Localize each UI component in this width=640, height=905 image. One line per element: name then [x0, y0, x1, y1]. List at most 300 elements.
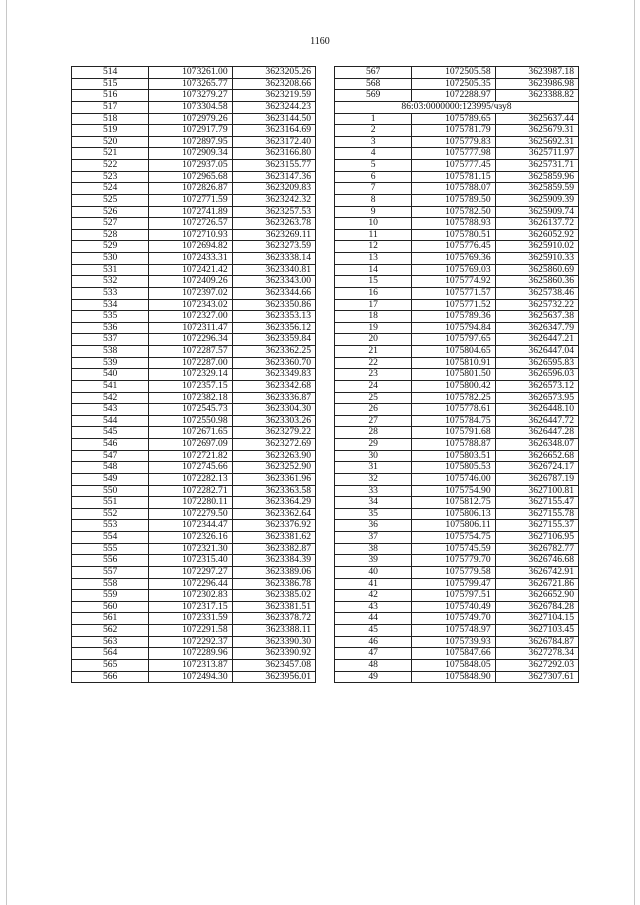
table-row: [335, 253, 579, 265]
x-coordinate-cell: 1075779.83: [412, 136, 495, 148]
point-number-cell: 563: [72, 636, 149, 648]
x-coordinate-cell: 1073279.27: [149, 90, 232, 102]
y-coordinate-cell: 3623272.69: [232, 439, 315, 451]
table-row: [72, 532, 316, 544]
point-number-cell: 29: [335, 439, 412, 451]
table-row: [72, 439, 316, 451]
y-coordinate-cell: 3627292.03: [495, 659, 578, 671]
x-coordinate-cell: 1075778.61: [412, 404, 495, 416]
point-number-cell: 547: [72, 450, 149, 462]
y-coordinate-cell: 3623389.06: [232, 566, 315, 578]
x-coordinate-cell: 1072343.02: [149, 299, 232, 311]
table-row: [72, 148, 316, 160]
y-coordinate-cell: 3623166.80: [232, 148, 315, 160]
y-coordinate-cell: 3626784.87: [495, 636, 578, 648]
x-coordinate-cell: 1075779.58: [412, 566, 495, 578]
table-row: [335, 322, 579, 334]
x-coordinate-cell: 1072505.58: [412, 67, 495, 79]
table-row: [335, 218, 579, 230]
table-row: [72, 508, 316, 520]
x-coordinate-cell: 1072296.44: [149, 578, 232, 590]
table-row: [72, 206, 316, 218]
y-coordinate-cell: 3626782.77: [495, 543, 578, 555]
y-coordinate-cell: 3623349.83: [232, 369, 315, 381]
point-number-cell: 528: [72, 229, 149, 241]
table-row: [335, 497, 579, 509]
table-row: [335, 520, 579, 532]
table-row: [335, 183, 579, 195]
table-row: [335, 357, 579, 369]
x-coordinate-cell: 1072897.95: [149, 136, 232, 148]
x-coordinate-cell: 1072550.98: [149, 415, 232, 427]
x-coordinate-cell: 1075776.45: [412, 241, 495, 253]
table-row: [72, 229, 316, 241]
point-number-cell: 7: [335, 183, 412, 195]
table-row: [335, 450, 579, 462]
table-row: [72, 671, 316, 683]
table-row: [335, 311, 579, 323]
y-coordinate-cell: 3626447.21: [495, 334, 578, 346]
y-coordinate-cell: 3626787.19: [495, 473, 578, 485]
y-coordinate-cell: 3623252.90: [232, 462, 315, 474]
table-row: [72, 601, 316, 613]
x-coordinate-cell: 1072826.87: [149, 183, 232, 195]
x-coordinate-cell: 1075800.42: [412, 380, 495, 392]
y-coordinate-cell: 3623388.11: [232, 625, 315, 637]
table-row: [72, 194, 316, 206]
x-coordinate-cell: 1073304.58: [149, 101, 232, 113]
table-row: [72, 636, 316, 648]
table-row: [72, 369, 316, 381]
y-coordinate-cell: 3625732.22: [495, 299, 578, 311]
point-number-cell: 37: [335, 532, 412, 544]
point-number-cell: 556: [72, 555, 149, 567]
x-coordinate-cell: 1072494.30: [149, 671, 232, 683]
y-coordinate-cell: 3626137.72: [495, 218, 578, 230]
x-coordinate-cell: 1075739.93: [412, 636, 495, 648]
y-coordinate-cell: 3625859.59: [495, 183, 578, 195]
x-coordinate-cell: 1075746.00: [412, 473, 495, 485]
x-coordinate-cell: 1072771.59: [149, 194, 232, 206]
point-number-cell: 514: [72, 67, 149, 79]
point-number-cell: 48: [335, 659, 412, 671]
y-coordinate-cell: 3623344.66: [232, 287, 315, 299]
table-row: [72, 404, 316, 416]
y-coordinate-cell: 3623172.40: [232, 136, 315, 148]
point-number-cell: 523: [72, 171, 149, 183]
x-coordinate-cell: 1075788.93: [412, 218, 495, 230]
y-coordinate-cell: 3625679.31: [495, 125, 578, 137]
x-coordinate-cell: 1072297.27: [149, 566, 232, 578]
table-row: [335, 566, 579, 578]
x-coordinate-cell: 1072279.50: [149, 508, 232, 520]
table-row: [72, 485, 316, 497]
point-number-cell: 545: [72, 427, 149, 439]
table-row: [72, 183, 316, 195]
point-number-cell: 44: [335, 613, 412, 625]
x-coordinate-cell: 1072357.15: [149, 380, 232, 392]
point-number-cell: 36: [335, 520, 412, 532]
point-number-cell: 49: [335, 671, 412, 683]
point-number-cell: 17: [335, 299, 412, 311]
point-number-cell: 568: [335, 78, 412, 90]
cadastral-section-label: 86:03:0000000:123995/чзу8: [335, 101, 579, 113]
point-number-cell: 544: [72, 415, 149, 427]
table-row: [335, 287, 579, 299]
x-coordinate-cell: 1075794.84: [412, 322, 495, 334]
table-row: [72, 543, 316, 555]
table-row: [335, 67, 579, 79]
table-row: [72, 625, 316, 637]
point-number-cell: 562: [72, 625, 149, 637]
y-coordinate-cell: 3625910.02: [495, 241, 578, 253]
x-coordinate-cell: 1072313.87: [149, 659, 232, 671]
x-coordinate-cell: 1075812.75: [412, 497, 495, 509]
table-row: [335, 160, 579, 172]
table-row: [72, 357, 316, 369]
table-row: [335, 404, 579, 416]
y-coordinate-cell: 3627103.45: [495, 625, 578, 637]
table-row: [335, 90, 579, 102]
table-row: [335, 380, 579, 392]
x-coordinate-cell: 1075771.52: [412, 299, 495, 311]
y-coordinate-cell: 3623336.87: [232, 392, 315, 404]
y-coordinate-cell: 3623242.32: [232, 194, 315, 206]
point-number-cell: 569: [335, 90, 412, 102]
point-number-cell: 40: [335, 566, 412, 578]
x-coordinate-cell: 1075748.97: [412, 625, 495, 637]
y-coordinate-cell: 3623208.66: [232, 78, 315, 90]
table-row: [335, 392, 579, 404]
point-number-cell: 3: [335, 136, 412, 148]
x-coordinate-cell: 1075789.36: [412, 311, 495, 323]
y-coordinate-cell: 3623384.39: [232, 555, 315, 567]
point-number-cell: 527: [72, 218, 149, 230]
x-coordinate-cell: 1075847.66: [412, 648, 495, 660]
table-row: [72, 520, 316, 532]
x-coordinate-cell: 1075774.92: [412, 276, 495, 288]
point-number-cell: 536: [72, 322, 149, 334]
x-coordinate-cell: 1075797.65: [412, 334, 495, 346]
x-coordinate-cell: 1073261.00: [149, 67, 232, 79]
x-coordinate-cell: 1075797.51: [412, 590, 495, 602]
x-coordinate-cell: 1072909.34: [149, 148, 232, 160]
table-row: [335, 148, 579, 160]
y-coordinate-cell: 3623381.62: [232, 532, 315, 544]
y-coordinate-cell: 3623340.81: [232, 264, 315, 276]
table-row: [335, 229, 579, 241]
y-coordinate-cell: 3626652.90: [495, 590, 578, 602]
table-row: [72, 590, 316, 602]
y-coordinate-cell: 3623359.84: [232, 334, 315, 346]
point-number-cell: 41: [335, 578, 412, 590]
x-coordinate-cell: 1075801.50: [412, 369, 495, 381]
table-row: [72, 497, 316, 509]
point-number-cell: 525: [72, 194, 149, 206]
table-row: [72, 659, 316, 671]
table-row: [72, 113, 316, 125]
x-coordinate-cell: 1075754.90: [412, 485, 495, 497]
point-number-cell: 9: [335, 206, 412, 218]
point-number-cell: 15: [335, 276, 412, 288]
table-row: [72, 613, 316, 625]
y-coordinate-cell: 3623269.11: [232, 229, 315, 241]
y-coordinate-cell: 3623205.26: [232, 67, 315, 79]
y-coordinate-cell: 3623279.22: [232, 427, 315, 439]
x-coordinate-cell: 1072296.34: [149, 334, 232, 346]
y-coordinate-cell: 3623303.26: [232, 415, 315, 427]
y-coordinate-cell: 3627100.81: [495, 485, 578, 497]
point-number-cell: 559: [72, 590, 149, 602]
y-coordinate-cell: 3623382.87: [232, 543, 315, 555]
scan-edge-left: [6, 0, 7, 905]
point-number-cell: 16: [335, 287, 412, 299]
point-number-cell: 551: [72, 497, 149, 509]
x-coordinate-cell: 1072311.47: [149, 322, 232, 334]
y-coordinate-cell: 3626746.68: [495, 555, 578, 567]
x-coordinate-cell: 1072721.82: [149, 450, 232, 462]
table-row: [335, 613, 579, 625]
point-number-cell: 567: [335, 67, 412, 79]
x-coordinate-cell: 1075769.36: [412, 253, 495, 265]
x-coordinate-cell: 1072344.47: [149, 520, 232, 532]
y-coordinate-cell: 3626595.83: [495, 357, 578, 369]
table-row: [72, 67, 316, 79]
y-coordinate-cell: 3626447.04: [495, 346, 578, 358]
x-coordinate-cell: 1075848.05: [412, 659, 495, 671]
x-coordinate-cell: 1075740.49: [412, 601, 495, 613]
point-number-cell: 519: [72, 125, 149, 137]
point-number-cell: 32: [335, 473, 412, 485]
table-row: [72, 171, 316, 183]
y-coordinate-cell: 3627155.78: [495, 508, 578, 520]
y-coordinate-cell: 3623147.36: [232, 171, 315, 183]
table-row: [72, 125, 316, 137]
table-row: [72, 346, 316, 358]
y-coordinate-cell: 3623390.92: [232, 648, 315, 660]
table-row: [335, 136, 579, 148]
table-row: [72, 555, 316, 567]
x-coordinate-cell: 1075806.11: [412, 520, 495, 532]
x-coordinate-cell: 1072280.11: [149, 497, 232, 509]
x-coordinate-cell: 1072302.83: [149, 590, 232, 602]
table-row: [335, 334, 579, 346]
point-number-cell: 12: [335, 241, 412, 253]
point-number-cell: 1: [335, 113, 412, 125]
point-number-cell: 517: [72, 101, 149, 113]
point-number-cell: 45: [335, 625, 412, 637]
point-number-cell: 560: [72, 601, 149, 613]
x-coordinate-cell: 1072694.82: [149, 241, 232, 253]
point-number-cell: 30: [335, 450, 412, 462]
point-number-cell: 554: [72, 532, 149, 544]
table-row: [72, 299, 316, 311]
y-coordinate-cell: 3627155.47: [495, 497, 578, 509]
table-row: [72, 101, 316, 113]
table-row: [72, 218, 316, 230]
point-number-cell: 23: [335, 369, 412, 381]
point-number-cell: 541: [72, 380, 149, 392]
table-row: [72, 462, 316, 474]
y-coordinate-cell: 3627104.15: [495, 613, 578, 625]
y-coordinate-cell: 3627155.37: [495, 520, 578, 532]
x-coordinate-cell: 1075769.03: [412, 264, 495, 276]
point-number-cell: 25: [335, 392, 412, 404]
y-coordinate-cell: 3623356.12: [232, 322, 315, 334]
x-coordinate-cell: 1075803.51: [412, 450, 495, 462]
table-row: [335, 206, 579, 218]
x-coordinate-cell: 1072697.09: [149, 439, 232, 451]
table-row: [72, 136, 316, 148]
point-number-cell: 555: [72, 543, 149, 555]
y-coordinate-cell: 3625860.36: [495, 276, 578, 288]
table-row: [335, 415, 579, 427]
point-number-cell: 526: [72, 206, 149, 218]
x-coordinate-cell: 1075806.13: [412, 508, 495, 520]
y-coordinate-cell: 3623360.70: [232, 357, 315, 369]
point-number-cell: 13: [335, 253, 412, 265]
y-coordinate-cell: 3623209.83: [232, 183, 315, 195]
point-number-cell: 524: [72, 183, 149, 195]
point-number-cell: 564: [72, 648, 149, 660]
x-coordinate-cell: 1075810.91: [412, 357, 495, 369]
point-number-cell: 22: [335, 357, 412, 369]
y-coordinate-cell: 3623364.29: [232, 497, 315, 509]
point-number-cell: 39: [335, 555, 412, 567]
y-coordinate-cell: 3623385.02: [232, 590, 315, 602]
y-coordinate-cell: 3623263.90: [232, 450, 315, 462]
table-row: [335, 590, 579, 602]
x-coordinate-cell: 1073265.77: [149, 78, 232, 90]
y-coordinate-cell: 3623362.25: [232, 346, 315, 358]
table-row: [72, 450, 316, 462]
x-coordinate-cell: 1072917.79: [149, 125, 232, 137]
table-row: [335, 171, 579, 183]
x-coordinate-cell: 1075777.45: [412, 160, 495, 172]
point-number-cell: 552: [72, 508, 149, 520]
table-row: [335, 125, 579, 137]
y-coordinate-cell: 3626573.12: [495, 380, 578, 392]
point-number-cell: 520: [72, 136, 149, 148]
x-coordinate-cell: 1075804.65: [412, 346, 495, 358]
point-number-cell: 19: [335, 322, 412, 334]
x-coordinate-cell: 1075784.75: [412, 415, 495, 427]
y-coordinate-cell: 3626052.92: [495, 229, 578, 241]
coordinates-table-right: [334, 66, 579, 683]
y-coordinate-cell: 3626447.72: [495, 415, 578, 427]
table-row: [72, 276, 316, 288]
y-coordinate-cell: 3626724.17: [495, 462, 578, 474]
y-coordinate-cell: 3626652.68: [495, 450, 578, 462]
y-coordinate-cell: 3625860.69: [495, 264, 578, 276]
y-coordinate-cell: 3626784.28: [495, 601, 578, 613]
table-row: [72, 648, 316, 660]
point-number-cell: 565: [72, 659, 149, 671]
y-coordinate-cell: 3623343.00: [232, 276, 315, 288]
x-coordinate-cell: 1075791.68: [412, 427, 495, 439]
y-coordinate-cell: 3627307.61: [495, 671, 578, 683]
x-coordinate-cell: 1072289.96: [149, 648, 232, 660]
point-number-cell: 20: [335, 334, 412, 346]
point-number-cell: 557: [72, 566, 149, 578]
y-coordinate-cell: 3623164.69: [232, 125, 315, 137]
x-coordinate-cell: 1072545.73: [149, 404, 232, 416]
point-number-cell: 10: [335, 218, 412, 230]
table-row: [72, 566, 316, 578]
y-coordinate-cell: 3623956.01: [232, 671, 315, 683]
point-number-cell: 21: [335, 346, 412, 358]
y-coordinate-cell: 3623388.82: [495, 90, 578, 102]
point-number-cell: 529: [72, 241, 149, 253]
table-row: [335, 485, 579, 497]
x-coordinate-cell: 1075788.07: [412, 183, 495, 195]
y-coordinate-cell: 3623381.51: [232, 601, 315, 613]
y-coordinate-cell: 3623155.77: [232, 160, 315, 172]
table-row: [335, 427, 579, 439]
table-row: [335, 462, 579, 474]
y-coordinate-cell: 3623144.50: [232, 113, 315, 125]
table-row: [335, 625, 579, 637]
y-coordinate-cell: 3626596.03: [495, 369, 578, 381]
y-coordinate-cell: 3623457.08: [232, 659, 315, 671]
table-row: [72, 578, 316, 590]
y-coordinate-cell: 3623378.72: [232, 613, 315, 625]
table-row: [335, 113, 579, 125]
x-coordinate-cell: 1072321.30: [149, 543, 232, 555]
x-coordinate-cell: 1072965.68: [149, 171, 232, 183]
table-row: [72, 380, 316, 392]
point-number-cell: 31: [335, 462, 412, 474]
point-number-cell: 542: [72, 392, 149, 404]
point-number-cell: 561: [72, 613, 149, 625]
table-row: [335, 659, 579, 671]
x-coordinate-cell: 1072409.26: [149, 276, 232, 288]
y-coordinate-cell: 3623342.68: [232, 380, 315, 392]
section-header-row: [335, 101, 579, 113]
point-number-cell: 515: [72, 78, 149, 90]
point-number-cell: 533: [72, 287, 149, 299]
x-coordinate-cell: 1072745.66: [149, 462, 232, 474]
table-row: [335, 636, 579, 648]
x-coordinate-cell: 1072326.16: [149, 532, 232, 544]
y-coordinate-cell: 3623263.78: [232, 218, 315, 230]
x-coordinate-cell: 1075789.50: [412, 194, 495, 206]
x-coordinate-cell: 1075782.50: [412, 206, 495, 218]
x-coordinate-cell: 1075848.90: [412, 671, 495, 683]
x-coordinate-cell: 1072937.05: [149, 160, 232, 172]
table-row: [335, 555, 579, 567]
x-coordinate-cell: 1075749.70: [412, 613, 495, 625]
point-number-cell: 540: [72, 369, 149, 381]
y-coordinate-cell: 3625637.38: [495, 311, 578, 323]
table-row: [72, 253, 316, 265]
x-coordinate-cell: 1075799.47: [412, 578, 495, 590]
x-coordinate-cell: 1072282.71: [149, 485, 232, 497]
y-coordinate-cell: 3625692.31: [495, 136, 578, 148]
x-coordinate-cell: 1075754.75: [412, 532, 495, 544]
y-coordinate-cell: 3623376.92: [232, 520, 315, 532]
y-coordinate-cell: 3625731.71: [495, 160, 578, 172]
y-coordinate-cell: 3625909.74: [495, 206, 578, 218]
x-coordinate-cell: 1072282.13: [149, 473, 232, 485]
table-row: [72, 392, 316, 404]
y-coordinate-cell: 3623390.30: [232, 636, 315, 648]
table-row: [335, 276, 579, 288]
table-row: [72, 334, 316, 346]
x-coordinate-cell: 1072710.93: [149, 229, 232, 241]
point-number-cell: 6: [335, 171, 412, 183]
point-number-cell: 543: [72, 404, 149, 416]
